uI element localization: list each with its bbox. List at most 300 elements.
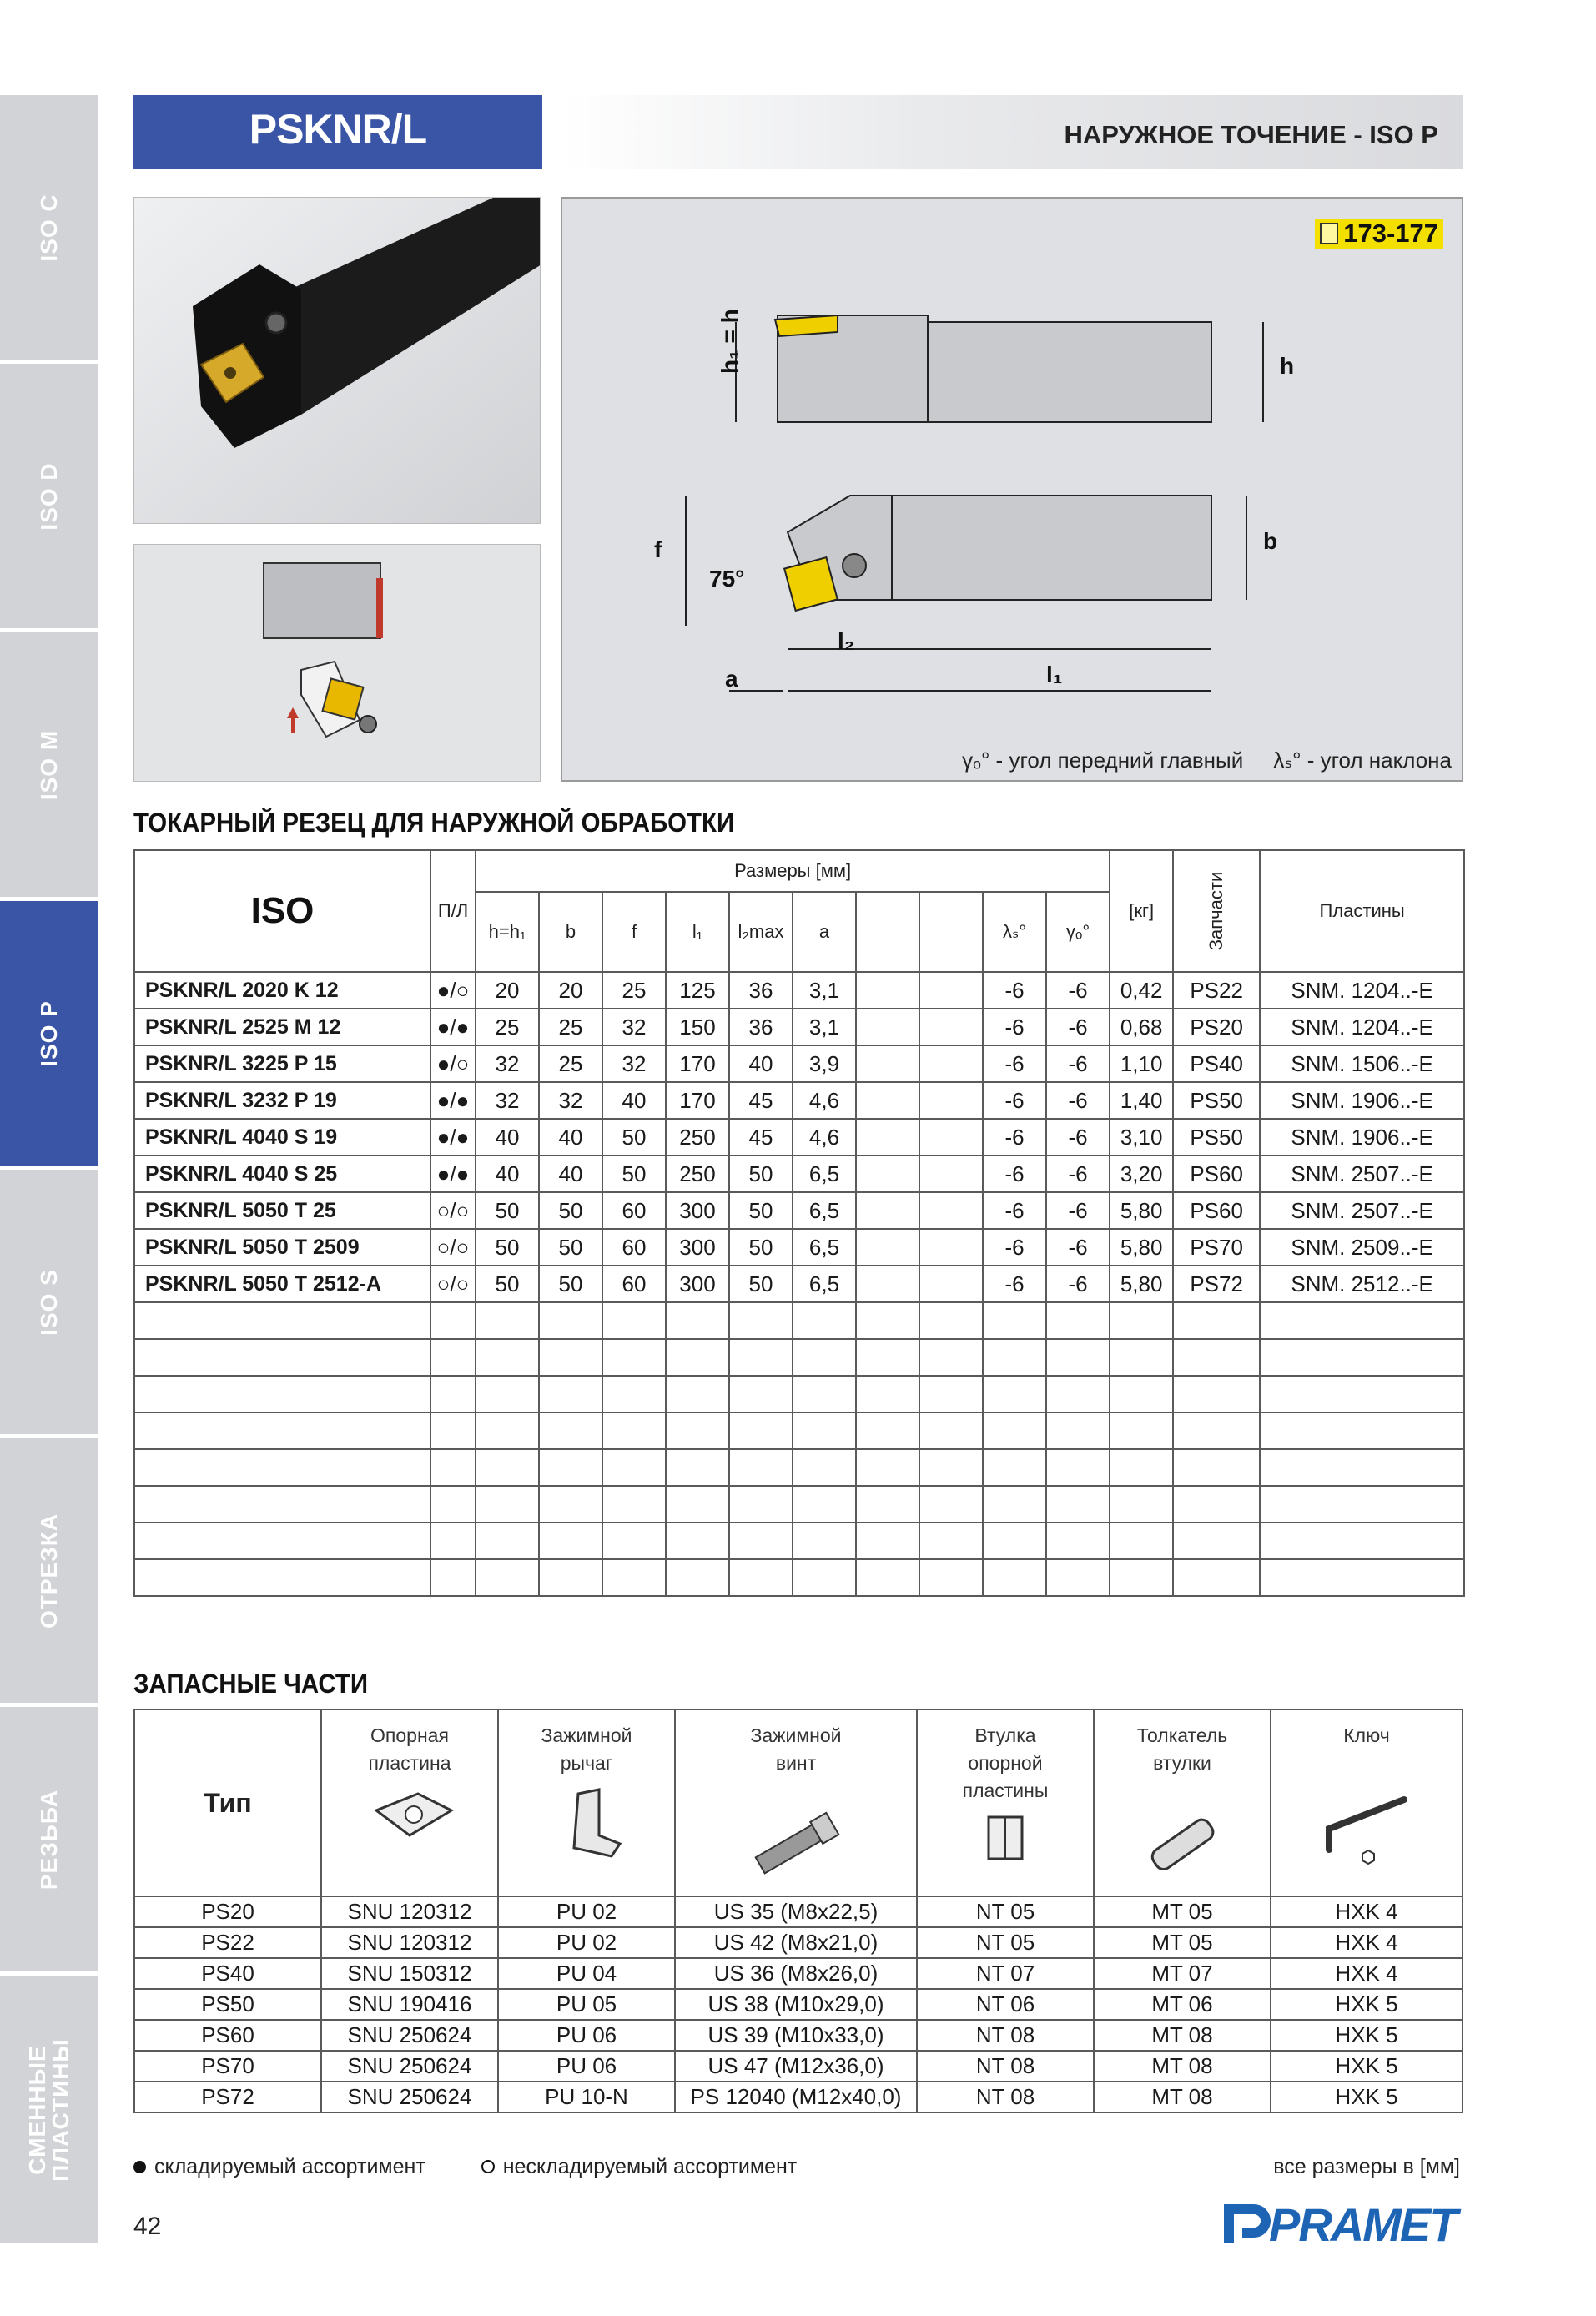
empty-cell xyxy=(793,1486,856,1523)
empty-cell xyxy=(919,1486,983,1523)
spare-col-lever xyxy=(498,1709,675,1896)
empty-cell xyxy=(856,1523,919,1559)
cell-l2: 50 xyxy=(729,1229,793,1266)
page-number: 42 xyxy=(133,2213,162,2240)
empty-row xyxy=(134,1302,1464,1339)
cell-lam: -6 xyxy=(983,1192,1046,1229)
spare-cell-screw: US 35 (M8x22,5) xyxy=(675,1896,917,1927)
label-b: b xyxy=(1263,528,1278,554)
empty-cell xyxy=(1260,1302,1464,1339)
empty-cell xyxy=(666,1523,729,1559)
tab-threading[interactable]: РЕЗЬБА xyxy=(0,1707,98,1976)
cell-empty xyxy=(856,972,919,1009)
empty-cell xyxy=(134,1412,430,1449)
empty-cell xyxy=(134,1339,430,1376)
table-row xyxy=(134,1045,1464,1082)
spare-cell-pusher: MT 05 xyxy=(1094,1927,1271,1958)
cell-spare: PS70 xyxy=(1173,1229,1260,1266)
cell-spare: PS22 xyxy=(1173,972,1260,1009)
empty-cell xyxy=(983,1412,1046,1449)
cell-kg: 3,10 xyxy=(1110,1119,1173,1155)
table-row xyxy=(134,1082,1464,1119)
cell-kg: 0,68 xyxy=(1110,1009,1173,1045)
empty-row xyxy=(134,1376,1464,1412)
stock-legend xyxy=(133,2155,797,2179)
cell-code: PSKNR/L 5050 T 2509 xyxy=(134,1229,430,1266)
cell-insert: SNM. 1204..-E xyxy=(1260,1009,1464,1045)
cell-l2: 50 xyxy=(729,1155,793,1192)
cell-code: PSKNR/L 4040 S 19 xyxy=(134,1119,430,1155)
spare-cell-key: HXK 5 xyxy=(1271,2051,1463,2082)
cell-b: 50 xyxy=(539,1229,602,1266)
empty-cell xyxy=(1173,1302,1260,1339)
empty-cell xyxy=(983,1302,1046,1339)
cell-f: 40 xyxy=(602,1082,666,1119)
empty-cell xyxy=(1260,1523,1464,1559)
spare-cell-screw: US 36 (M8x26,0) xyxy=(675,1958,917,1989)
spare-cell-seat: SNU 250624 xyxy=(321,2082,498,2112)
spare-col-sleeve-label: Втулка опорной пластины xyxy=(962,1724,1049,1801)
spare-cell-screw: US 42 (M8x21,0) xyxy=(675,1927,917,1958)
empty-cell xyxy=(430,1339,476,1376)
empty-cell xyxy=(729,1412,793,1449)
spare-cell-lever: PU 10-N xyxy=(498,2082,675,2112)
cell-gam: -6 xyxy=(1046,1045,1110,1082)
spare-row xyxy=(134,1896,1463,1927)
empty-cell xyxy=(1046,1523,1110,1559)
spare-row xyxy=(134,1958,1463,1989)
cell-empty xyxy=(856,1229,919,1266)
cell-lam: -6 xyxy=(983,972,1046,1009)
lever-icon xyxy=(545,1777,628,1860)
spare-col-seat-label: Опорная пластина xyxy=(368,1724,451,1774)
empty-row xyxy=(134,1339,1464,1376)
spare-cell-type: PS40 xyxy=(134,1958,321,1989)
empty-cell xyxy=(983,1449,1046,1486)
empty-cell xyxy=(729,1302,793,1339)
cell-empty xyxy=(919,1119,983,1155)
empty-cell xyxy=(539,1523,602,1559)
empty-cell xyxy=(602,1302,666,1339)
table-row xyxy=(134,1155,1464,1192)
cell-gam: -6 xyxy=(1046,1082,1110,1119)
cell-code: PSKNR/L 5050 T 2512-A xyxy=(134,1266,430,1302)
cell-empty xyxy=(919,1082,983,1119)
spare-col-lever-label: Зажимной рычаг xyxy=(541,1724,632,1774)
empty-cell xyxy=(134,1449,430,1486)
empty-cell xyxy=(1046,1486,1110,1523)
cell-lam: -6 xyxy=(983,1082,1046,1119)
cell-l2: 45 xyxy=(729,1082,793,1119)
empty-cell xyxy=(1046,1559,1110,1596)
spare-cell-sleeve: NT 05 xyxy=(917,1927,1094,1958)
filled-dot-icon xyxy=(133,2161,146,2173)
cell-insert: SNM. 2507..-E xyxy=(1260,1155,1464,1192)
empty-cell xyxy=(134,1486,430,1523)
spare-cell-sleeve: NT 06 xyxy=(917,1989,1094,2020)
cell-f: 32 xyxy=(602,1009,666,1045)
cell-l2: 50 xyxy=(729,1192,793,1229)
spare-cell-key: HXK 5 xyxy=(1271,2082,1463,2112)
spare-cell-key: HXK 4 xyxy=(1271,1958,1463,1989)
cell-spare: PS50 xyxy=(1173,1119,1260,1155)
tab-iso-d[interactable]: ISO D xyxy=(0,364,98,632)
empty-dot-icon xyxy=(481,2160,495,2173)
tab-iso-p[interactable]: ISO P xyxy=(0,901,98,1170)
spare-cell-pusher: MT 08 xyxy=(1094,2051,1271,2082)
cell-empty xyxy=(856,1082,919,1119)
cell-a: 4,6 xyxy=(793,1082,856,1119)
empty-cell xyxy=(919,1523,983,1559)
tab-inserts[interactable]: СМЕННЫЕ ПЛАСТИНЫ xyxy=(0,1976,98,2248)
cell-pl: ○/○ xyxy=(430,1266,476,1302)
empty-cell xyxy=(1173,1412,1260,1449)
cell-empty xyxy=(919,972,983,1009)
empty-cell xyxy=(134,1559,430,1596)
cell-code: PSKNR/L 3232 P 19 xyxy=(134,1082,430,1119)
spare-cell-type: PS22 xyxy=(134,1927,321,1958)
spare-col-key-label: Ключ xyxy=(1343,1724,1390,1746)
spare-cell-lever: PU 06 xyxy=(498,2020,675,2051)
empty-cell xyxy=(793,1523,856,1559)
empty-cell xyxy=(793,1376,856,1412)
cell-h: 32 xyxy=(476,1082,539,1119)
empty-cell xyxy=(430,1486,476,1523)
cell-h: 50 xyxy=(476,1266,539,1302)
spare-cell-lever: PU 02 xyxy=(498,1927,675,1958)
empty-cell xyxy=(1260,1559,1464,1596)
sleeve-icon xyxy=(968,1805,1043,1871)
empty-cell xyxy=(476,1486,539,1523)
cell-pl: ●/○ xyxy=(430,972,476,1009)
empty-cell xyxy=(602,1486,666,1523)
pramet-logo xyxy=(1221,2199,1463,2248)
cell-lam: -6 xyxy=(983,1119,1046,1155)
main-table-title: ТОКАРНЫЙ РЕЗЕЦ ДЛЯ НАРУЖНОЙ ОБРАБОТКИ xyxy=(133,808,735,838)
cell-a: 6,5 xyxy=(793,1192,856,1229)
pramet-logo-icon xyxy=(1221,2199,1463,2248)
cell-pl: ○/○ xyxy=(430,1229,476,1266)
cell-b: 20 xyxy=(539,972,602,1009)
spare-cell-lever: PU 06 xyxy=(498,2051,675,2082)
empty-cell xyxy=(1110,1523,1173,1559)
spare-cell-key: HXK 4 xyxy=(1271,1927,1463,1958)
cell-lam: -6 xyxy=(983,1155,1046,1192)
spare-col-screw xyxy=(675,1709,917,1896)
category-title: НАРУЖНОЕ ТОЧЕНИЕ - ISO P xyxy=(1064,120,1438,149)
cell-gam: -6 xyxy=(1046,972,1110,1009)
gamma-legend: γₒ° - угол передний главный xyxy=(962,748,1244,773)
cell-empty xyxy=(856,1155,919,1192)
col-iso: ISO xyxy=(134,850,430,972)
empty-cell xyxy=(430,1376,476,1412)
empty-cell xyxy=(729,1376,793,1412)
cell-pl: ●/● xyxy=(430,1155,476,1192)
empty-cell xyxy=(134,1302,430,1339)
cell-empty xyxy=(856,1266,919,1302)
cell-b: 25 xyxy=(539,1009,602,1045)
spare-cell-seat: SNU 120312 xyxy=(321,1896,498,1927)
spare-cell-seat: SNU 250624 xyxy=(321,2051,498,2082)
tab-iso-s[interactable]: ISO S xyxy=(0,1170,98,1438)
cell-a: 3,9 xyxy=(793,1045,856,1082)
empty-cell xyxy=(602,1559,666,1596)
empty-cell xyxy=(793,1449,856,1486)
spare-cell-pusher: MT 07 xyxy=(1094,1958,1271,1989)
cell-h: 20 xyxy=(476,972,539,1009)
spare-row xyxy=(134,1927,1463,1958)
label-f: f xyxy=(654,536,662,562)
lambda-legend: λₛ° - угол наклона xyxy=(1273,748,1452,773)
empty-cell xyxy=(430,1302,476,1339)
tab-cutoff[interactable]: ОТРЕЗКА xyxy=(0,1438,98,1707)
spare-col-seat xyxy=(321,1709,498,1896)
spare-cell-key: HXK 5 xyxy=(1271,2020,1463,2051)
empty-cell xyxy=(856,1449,919,1486)
empty-cell xyxy=(729,1523,793,1559)
cell-l1: 300 xyxy=(666,1229,729,1266)
empty-cell xyxy=(602,1376,666,1412)
empty-row xyxy=(134,1559,1464,1596)
empty-cell xyxy=(1173,1376,1260,1412)
empty-cell xyxy=(856,1486,919,1523)
tab-iso-m[interactable]: ISO M xyxy=(0,632,98,901)
spare-cell-type: PS70 xyxy=(134,2051,321,2082)
col-h: h=h₁ xyxy=(476,892,539,972)
cell-l1: 250 xyxy=(666,1119,729,1155)
empty-cell xyxy=(430,1559,476,1596)
cell-b: 40 xyxy=(539,1119,602,1155)
empty-cell xyxy=(476,1376,539,1412)
empty-cell xyxy=(793,1412,856,1449)
tab-iso-c[interactable]: ISO C xyxy=(0,95,98,364)
spare-col-type: Тип xyxy=(134,1709,321,1896)
cell-h: 50 xyxy=(476,1192,539,1229)
spare-cell-key: HXK 4 xyxy=(1271,1896,1463,1927)
cell-l1: 300 xyxy=(666,1192,729,1229)
cell-kg: 3,20 xyxy=(1110,1155,1173,1192)
spare-cell-pusher: MT 05 xyxy=(1094,1896,1271,1927)
empty-row xyxy=(134,1449,1464,1486)
empty-cell xyxy=(430,1449,476,1486)
spare-col-pusher-label: Толкатель втулки xyxy=(1136,1724,1228,1774)
product-photo xyxy=(133,197,541,524)
empty-cell xyxy=(1110,1559,1173,1596)
empty-cell xyxy=(793,1559,856,1596)
cell-a: 4,6 xyxy=(793,1119,856,1155)
empty-cell xyxy=(1110,1376,1173,1412)
cell-kg: 5,80 xyxy=(1110,1266,1173,1302)
cell-kg: 5,80 xyxy=(1110,1192,1173,1229)
empty-cell xyxy=(919,1302,983,1339)
category-header xyxy=(561,95,1463,169)
empty-cell xyxy=(793,1302,856,1339)
empty-cell xyxy=(729,1449,793,1486)
spare-col-sleeve xyxy=(917,1709,1094,1896)
col-sizes: Размеры [мм] xyxy=(476,850,1110,892)
empty-cell xyxy=(602,1412,666,1449)
empty-cell xyxy=(856,1559,919,1596)
tool-table xyxy=(133,849,1465,1597)
spare-cell-sleeve: NT 08 xyxy=(917,2051,1094,2082)
empty-row xyxy=(134,1412,1464,1449)
nonstock-legend-text: нескладируемый ассортимент xyxy=(502,2155,798,2178)
empty-cell xyxy=(666,1559,729,1596)
empty-cell xyxy=(602,1339,666,1376)
empty-cell xyxy=(793,1339,856,1376)
cell-code: PSKNR/L 3225 P 15 xyxy=(134,1045,430,1082)
spare-cell-type: PS50 xyxy=(134,1989,321,2020)
cell-l2: 36 xyxy=(729,1009,793,1045)
empty-cell xyxy=(1046,1302,1110,1339)
spare-cell-sleeve: NT 08 xyxy=(917,2020,1094,2051)
label-h1h: h₁ = h xyxy=(717,309,743,374)
empty-cell xyxy=(1173,1449,1260,1486)
empty-cell xyxy=(539,1559,602,1596)
spare-col-pusher xyxy=(1094,1709,1271,1896)
cell-b: 50 xyxy=(539,1192,602,1229)
spare-cell-screw: US 47 (M12x36,0) xyxy=(675,2051,917,2082)
cell-pl: ●/● xyxy=(430,1119,476,1155)
cell-b: 25 xyxy=(539,1045,602,1082)
cell-spare: PS50 xyxy=(1173,1082,1260,1119)
empty-cell xyxy=(476,1559,539,1596)
cell-empty xyxy=(856,1045,919,1082)
cell-insert: SNM. 2512..-E xyxy=(1260,1266,1464,1302)
label-a: a xyxy=(725,666,738,692)
spare-cell-type: PS60 xyxy=(134,2020,321,2051)
empty-cell xyxy=(602,1523,666,1559)
spare-cell-lever: PU 04 xyxy=(498,1958,675,1989)
cell-empty xyxy=(919,1009,983,1045)
cell-gam: -6 xyxy=(1046,1155,1110,1192)
cell-kg: 1,40 xyxy=(1110,1082,1173,1119)
screw-icon xyxy=(738,1802,854,1886)
spare-col-screw-label: Зажимной винт xyxy=(750,1724,842,1774)
cell-gam: -6 xyxy=(1046,1009,1110,1045)
cell-empty xyxy=(919,1155,983,1192)
cell-insert: SNM. 1506..-E xyxy=(1260,1045,1464,1082)
cell-kg: 0,42 xyxy=(1110,972,1173,1009)
col-spare xyxy=(1173,850,1260,972)
empty-cell xyxy=(856,1339,919,1376)
cell-insert: SNM. 1204..-E xyxy=(1260,972,1464,1009)
cell-l1: 170 xyxy=(666,1082,729,1119)
col-empty-2 xyxy=(919,892,983,972)
spare-cell-screw: US 39 (M10x33,0) xyxy=(675,2020,917,2051)
empty-row xyxy=(134,1486,1464,1523)
table-row xyxy=(134,1229,1464,1266)
empty-cell xyxy=(1110,1339,1173,1376)
empty-cell xyxy=(1260,1339,1464,1376)
empty-cell xyxy=(856,1376,919,1412)
empty-cell xyxy=(983,1376,1046,1412)
cell-gam: -6 xyxy=(1046,1192,1110,1229)
empty-cell xyxy=(729,1486,793,1523)
spare-cell-type: PS72 xyxy=(134,2082,321,2112)
empty-cell xyxy=(539,1302,602,1339)
cell-l2: 45 xyxy=(729,1119,793,1155)
empty-cell xyxy=(430,1523,476,1559)
col-l1: l₁ xyxy=(666,892,729,972)
cell-spare: PS72 xyxy=(1173,1266,1260,1302)
cell-kg: 1,10 xyxy=(1110,1045,1173,1082)
spare-cell-screw: US 38 (M10x29,0) xyxy=(675,1989,917,2020)
cell-a: 3,1 xyxy=(793,972,856,1009)
cell-gam: -6 xyxy=(1046,1266,1110,1302)
empty-cell xyxy=(539,1376,602,1412)
cell-pl: ●/○ xyxy=(430,1045,476,1082)
cell-empty xyxy=(919,1045,983,1082)
cell-l2: 50 xyxy=(729,1266,793,1302)
table-row xyxy=(134,1266,1464,1302)
spare-cell-sleeve: NT 07 xyxy=(917,1958,1094,1989)
col-l2max: l₂max xyxy=(729,892,793,972)
cell-b: 32 xyxy=(539,1082,602,1119)
empty-cell xyxy=(919,1449,983,1486)
col-a: a xyxy=(793,892,856,972)
cell-l1: 150 xyxy=(666,1009,729,1045)
empty-cell xyxy=(1260,1449,1464,1486)
empty-cell xyxy=(539,1412,602,1449)
cell-empty xyxy=(856,1192,919,1229)
empty-cell xyxy=(1260,1412,1464,1449)
cell-kg: 5,80 xyxy=(1110,1229,1173,1266)
cell-h: 40 xyxy=(476,1119,539,1155)
label-l2: l₂ xyxy=(838,628,855,654)
cell-f: 50 xyxy=(602,1155,666,1192)
cell-insert: SNM. 1906..-E xyxy=(1260,1119,1464,1155)
cell-lam: -6 xyxy=(983,1045,1046,1082)
cell-empty xyxy=(919,1266,983,1302)
empty-cell xyxy=(1110,1412,1173,1449)
spare-row xyxy=(134,2051,1463,2082)
cell-insert: SNM. 2509..-E xyxy=(1260,1229,1464,1266)
pramet-logo-text: PRAMET xyxy=(1269,2199,1457,2248)
units-note: все размеры в [мм] xyxy=(1273,2155,1460,2178)
spare-cell-sleeve: NT 05 xyxy=(917,1896,1094,1927)
empty-cell xyxy=(666,1412,729,1449)
cell-f: 60 xyxy=(602,1229,666,1266)
cell-spare: PS60 xyxy=(1173,1155,1260,1192)
page-reference-text: 173-177 xyxy=(1343,219,1438,248)
empty-cell xyxy=(1173,1486,1260,1523)
spare-cell-type: PS20 xyxy=(134,1896,321,1927)
table-row xyxy=(134,972,1464,1009)
cell-a: 6,5 xyxy=(793,1229,856,1266)
cell-f: 32 xyxy=(602,1045,666,1082)
empty-cell xyxy=(134,1376,430,1412)
cell-a: 6,5 xyxy=(793,1266,856,1302)
spare-cell-pusher: MT 08 xyxy=(1094,2020,1271,2051)
empty-cell xyxy=(1110,1449,1173,1486)
col-f: f xyxy=(602,892,666,972)
empty-cell xyxy=(919,1376,983,1412)
cell-f: 50 xyxy=(602,1119,666,1155)
cell-l2: 40 xyxy=(729,1045,793,1082)
cell-h: 40 xyxy=(476,1155,539,1192)
cell-insert: SNM. 2507..-E xyxy=(1260,1192,1464,1229)
col-pl: П/Л xyxy=(430,850,476,972)
spare-cell-lever: PU 05 xyxy=(498,1989,675,2020)
empty-cell xyxy=(983,1486,1046,1523)
product-title: PSKNR/L xyxy=(249,106,427,153)
spare-cell-pusher: MT 08 xyxy=(1094,2082,1271,2112)
cell-lam: -6 xyxy=(983,1009,1046,1045)
empty-cell xyxy=(1173,1559,1260,1596)
angles-legend xyxy=(962,748,1452,773)
cell-f: 60 xyxy=(602,1192,666,1229)
